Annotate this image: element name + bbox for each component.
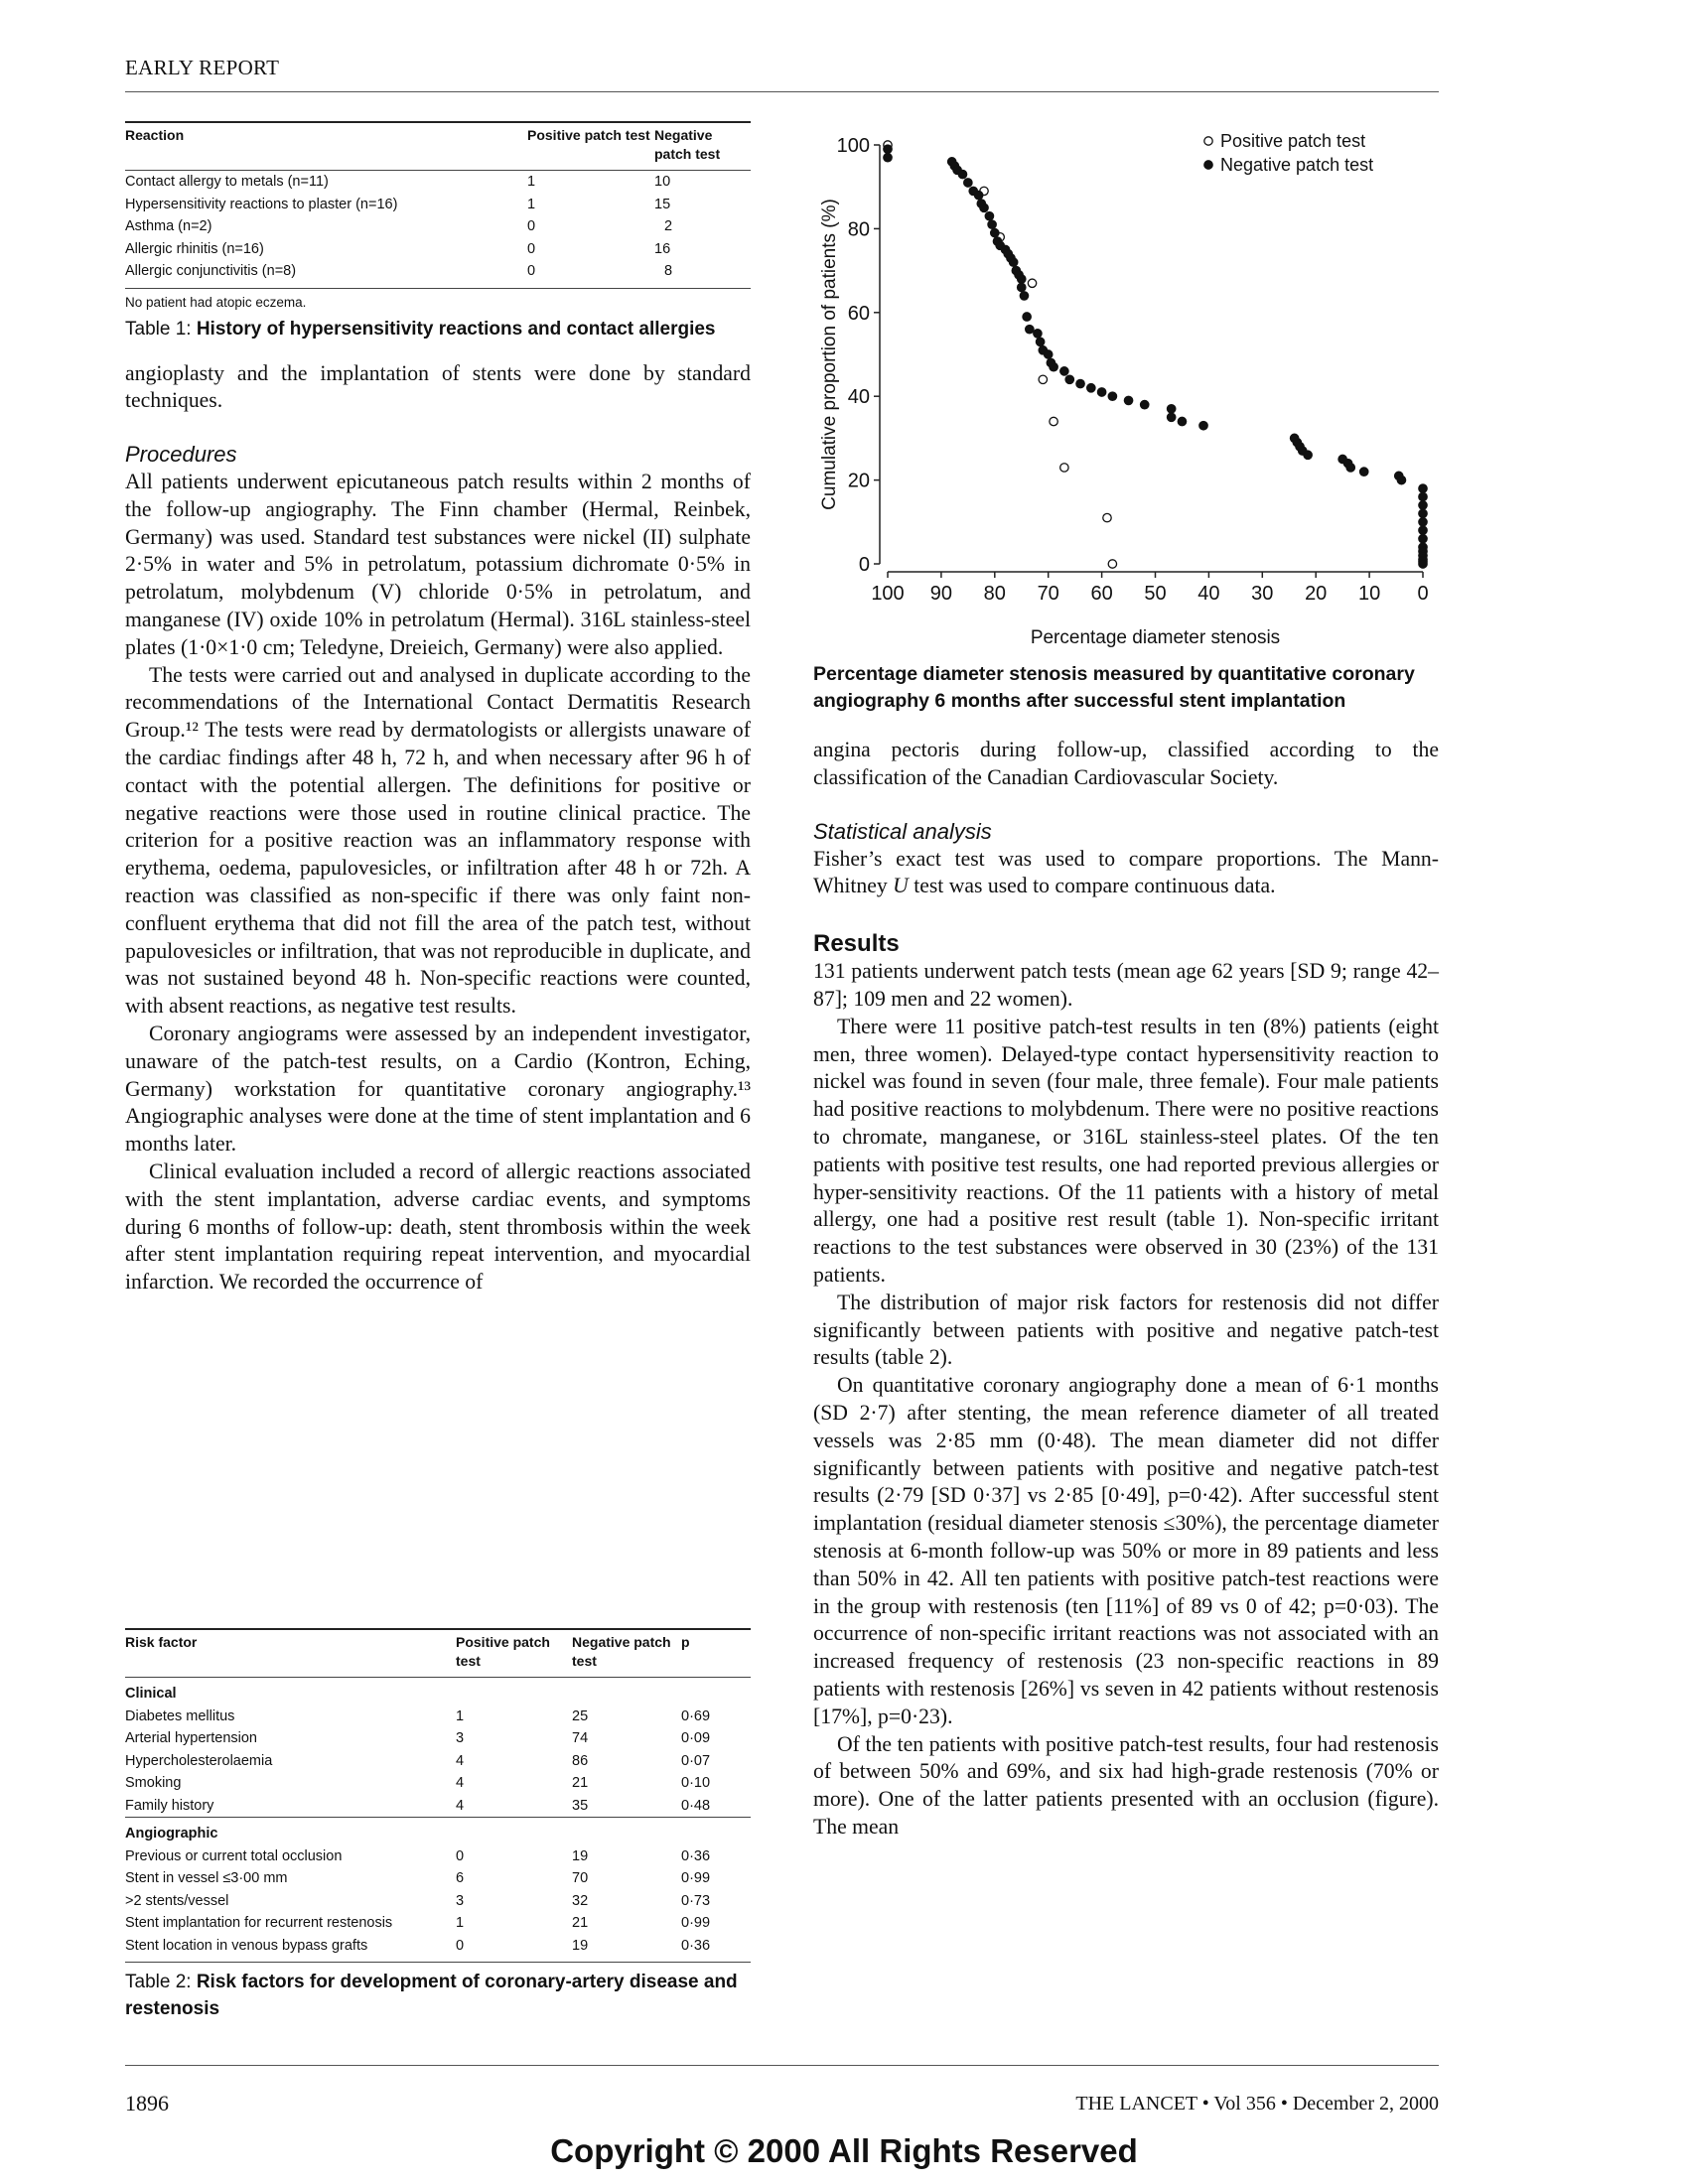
y-tick-label: 100 <box>836 135 870 157</box>
table-cell: Hypercholesterolaemia <box>125 1752 273 1769</box>
legend-label-positive: Positive patch test <box>1220 131 1366 151</box>
table-cell: 0 <box>456 1847 465 1864</box>
table-cell: 1 <box>527 196 536 212</box>
table-cell: 74 <box>572 1730 589 1746</box>
table-2-header-positive: Positive patch test <box>456 1629 572 1678</box>
paragraph: All patients underwent epicutaneous patch results within 2 months of the follow-up angiography. The Finn chamber (Hermal, Reinbek, Germany) was used. Standard test substances were nickel (II) sulphate 2·5% in water and 5% in petrolatum, potassium dichromate 0·5% in petrolatum, molybdenum (V) chloride 0·5% in petrolatum, and manganese (IV) oxide 10% in petrolatum (Hermal). 316L stainless-steel plates (1·0×1·0 cm; Teledyne, Dreieich, Germany) were also applied. <box>125 470 751 659</box>
x-tick-label: 20 <box>1305 583 1328 605</box>
paragraph: The distribution of major risk factors for restenosis did not differ significantly between patients with positive and negative patch-test results (table 2). <box>813 1290 1439 1370</box>
negative-data-point <box>958 170 966 178</box>
table-cell: Stent implantation for recurrent restenosis <box>125 1915 393 1931</box>
paragraph: Clinical evaluation included a record of allergic reactions associated with the stent implantation, adverse cardiac events, and symptoms during 6 months of follow-up: death, stent thrombosis within the week after stent implantation requiring repeat intervention, and myocardial infarction. We recorded the occurrence of <box>125 1160 751 1295</box>
table-2-section-title: Clinical <box>125 1686 177 1702</box>
table-cell: 0·73 <box>681 1892 711 1909</box>
table-2-caption <box>125 1969 751 2022</box>
negative-data-point <box>980 204 988 211</box>
table-cell: Hypersensitivity reactions to plaster (n=16) <box>125 196 398 212</box>
table-1-header-negative: Negative patch test <box>654 122 751 171</box>
negative-data-point <box>974 191 982 199</box>
table-cell: 0·99 <box>681 1870 711 1886</box>
table-row <box>125 260 751 288</box>
table-cell: Asthma (n=2) <box>125 218 212 234</box>
negative-data-point <box>1199 422 1207 430</box>
table-cell: 3 <box>456 1730 465 1746</box>
table-cell: 0 <box>527 240 536 257</box>
legend-label-negative: Negative patch test <box>1220 155 1374 175</box>
x-tick-label: 100 <box>871 583 905 605</box>
table-cell: Stent location in venous bypass grafts <box>125 1935 456 1963</box>
table-cell: 0 <box>456 1935 572 1963</box>
table-cell: 32 <box>572 1892 589 1909</box>
negative-data-point <box>1018 283 1026 291</box>
table-cell: 0·69 <box>681 1707 711 1724</box>
negative-data-point <box>1419 560 1427 568</box>
negative-data-point <box>1036 338 1044 345</box>
negative-data-point <box>1419 492 1427 500</box>
positive-data-point <box>1108 560 1116 568</box>
results-heading: Results <box>813 930 900 958</box>
table-cell: Diabetes mellitus <box>125 1707 235 1724</box>
negative-data-point <box>964 179 972 187</box>
negative-data-point <box>1167 413 1175 421</box>
x-tick-label: 80 <box>983 583 1006 605</box>
y-tick-label: 0 <box>858 554 870 576</box>
table-row <box>125 1912 751 1935</box>
table-2 <box>125 1628 751 2022</box>
table-cell: 25 <box>572 1707 589 1724</box>
stenosis-scatter-chart <box>813 121 1439 657</box>
negative-data-point <box>1087 384 1095 392</box>
table-1-header-positive: Positive patch test <box>527 122 654 171</box>
y-tick-label: 60 <box>847 302 870 325</box>
x-tick-label: 90 <box>929 583 953 605</box>
table-row <box>125 1772 751 1795</box>
x-tick-label: 40 <box>1197 583 1220 605</box>
procedures-heading: Procedures <box>125 442 237 468</box>
negative-data-point <box>884 153 892 161</box>
table-2-header-negative: Negative patch test <box>572 1629 681 1678</box>
table-cell: Allergic conjunctivitis (n=8) <box>125 260 527 288</box>
negative-data-point <box>1419 526 1427 534</box>
table-row <box>125 215 751 238</box>
table-1-caption-label: Table 1: <box>125 318 197 340</box>
table-cell: Previous or current total occlusion <box>125 1847 343 1864</box>
positive-data-point <box>1060 464 1068 472</box>
table-row <box>125 1935 751 1963</box>
table-cell: 70 <box>572 1870 589 1886</box>
table-cell: 0·09 <box>681 1730 711 1746</box>
journal-reference: THE LANCET • Vol 356 • December 2, 2000 <box>1075 2093 1439 2115</box>
negative-data-point <box>1419 501 1427 509</box>
table-row <box>125 1867 751 1890</box>
x-tick-label: 50 <box>1144 583 1167 605</box>
table-row <box>125 1845 751 1868</box>
negative-data-point <box>1045 350 1053 358</box>
positive-data-point <box>1050 417 1057 425</box>
text-run: Fisher’s exact test was used to compare proportions. The Mann-Whitney <box>813 846 1439 898</box>
paragraph: Of the ten patients with positive patch-test results, four had restenosis of between 50% and 69%, and six had high-grade restenosis (70% or more). One of the latter patients presented with an occlusion (figure). The mean <box>813 1731 1439 1839</box>
table-cell: 3 <box>456 1892 465 1909</box>
table-cell: 1 <box>456 1915 465 1931</box>
table-1-caption-text: History of hypersensitivity reactions and contact allergies <box>196 318 716 340</box>
table-cell: 4 <box>456 1775 465 1791</box>
table-row <box>125 238 751 261</box>
negative-data-point <box>1108 392 1116 400</box>
figure-caption: Percentage diameter stenosis measured by quantitative coronary angiography 6 months after successful stent implantation <box>813 663 1415 712</box>
table-cell: 2 <box>664 218 673 234</box>
x-tick-label: 10 <box>1357 583 1381 605</box>
y-axis-label: Cumulative proportion of patients (%) <box>819 199 840 510</box>
table-cell: 1 <box>456 1707 465 1724</box>
table-cell: 8 <box>654 260 751 288</box>
table-cell: Smoking <box>125 1775 182 1791</box>
table-cell: 0·10 <box>681 1775 711 1791</box>
x-tick-label: 60 <box>1090 583 1113 605</box>
y-tick-label: 40 <box>847 386 870 409</box>
negative-data-point <box>1023 313 1031 321</box>
table-cell: Stent in vessel ≤3·00 mm <box>125 1870 288 1886</box>
table-1-header-reaction: Reaction <box>125 122 527 171</box>
table-cell: >2 stents/vessel <box>125 1892 229 1909</box>
negative-data-point <box>1167 405 1175 413</box>
right-column <box>813 121 1439 1842</box>
paragraph: angina pectoris during follow-up, classified according to the classification of the Canadian Cardiovascular Society. <box>813 738 1439 789</box>
table-cell: 21 <box>572 1915 589 1931</box>
negative-data-point <box>1124 396 1132 404</box>
table-2-header-p: p <box>681 1629 751 1678</box>
table-cell: 0·36 <box>681 1847 711 1864</box>
legend-marker-negative <box>1204 161 1212 169</box>
table-cell: 10 <box>654 174 671 190</box>
y-tick-label: 20 <box>847 470 870 492</box>
negative-data-point <box>1346 464 1354 472</box>
positive-data-point <box>1103 513 1111 521</box>
table-cell: 35 <box>572 1797 589 1814</box>
negative-data-point <box>1097 388 1105 396</box>
table-cell: 4 <box>456 1752 465 1769</box>
table-2-section-title: Angiographic <box>125 1818 751 1845</box>
table-cell: 16 <box>654 240 671 257</box>
negative-data-point <box>1009 258 1017 266</box>
table-cell: 19 <box>572 1847 589 1864</box>
table-1-footnote: No patient had atopic eczema. <box>125 294 307 310</box>
negative-data-point <box>1018 275 1026 283</box>
table-row <box>125 194 751 216</box>
negative-data-point <box>884 145 892 153</box>
table-cell: 15 <box>654 196 671 212</box>
x-tick-label: 30 <box>1251 583 1274 605</box>
header-rule <box>125 91 1439 92</box>
table-cell: 1 <box>527 174 536 190</box>
negative-data-point <box>1397 476 1405 483</box>
page-number: 1896 <box>125 2091 169 2116</box>
paragraph: angioplasty and the implantation of stents were done by standard techniques. <box>125 360 751 413</box>
paragraph: On quantitative coronary angiography done a mean of 6·1 months (SD 2·7) after stenting, the mean reference diameter of all treated vessels was 2·85 mm (0·48). The mean diameter did not differ significantly between patients with positive and negative patch-test results (2·79 [SD 0·37] vs 2·85 [0·49], p=0·42). After successful stent implantation (residual diameter stenosis ≤30%), the percentage diameter stenosis at 6-month follow-up was 50% or more in 89 patients and less than 50% in 42. All ten patients with positive patch-test reactions were in the group with restenosis (ten [11%] of 89 vs 0 of 42; p=0·03). The occurrence of non-specific irritant reactions was not associated with an increased frequency of restenosis (23 non-specific reactions in 89 patients with restenosis [26%] vs seven in 42 patients without restenosis [17%], p=0·23). <box>813 1373 1439 1728</box>
table-cell: 0·99 <box>681 1915 711 1931</box>
paragraph: Coronary angiograms were assessed by an independent investigator, unaware of the patch-test results, on a Cardio (Kontron, Eching, Germany) workstation for quantitative coronary angiography.¹³ Angiographic analyses were done at the time of stent implantation and 6 months later. <box>125 1022 751 1157</box>
table-1-grid <box>125 121 751 289</box>
table-cell: Family history <box>125 1797 214 1814</box>
table-cell: Contact allergy to metals (n=11) <box>125 174 329 190</box>
x-tick-label: 70 <box>1037 583 1059 605</box>
negative-data-point <box>1060 367 1068 375</box>
negative-data-point <box>1419 534 1427 542</box>
negative-data-point <box>991 228 999 236</box>
negative-data-point <box>988 220 996 228</box>
table-cell: 0·48 <box>681 1797 711 1814</box>
negative-data-point <box>1419 484 1427 492</box>
negative-data-point <box>1065 375 1073 383</box>
negative-data-point <box>1360 468 1368 476</box>
table-cell: 0 <box>527 260 654 288</box>
table-cell: Arterial hypertension <box>125 1730 257 1746</box>
table-row <box>125 1795 751 1818</box>
text-run-italic: U <box>893 874 909 898</box>
table-2-header-risk: Risk factor <box>125 1629 456 1678</box>
table-cell: 0 <box>527 218 536 234</box>
table-cell: 4 <box>456 1797 465 1814</box>
paragraph: There were 11 positive patch-test results in ten (8%) patients (eight men, three women). Delayed-type contact hypersensitivity reaction to nickel was found in seven (four male, three female). Four male patients had positive reactions to molybdenum. There were no positive reactions to chromate, manganese, or 316L stainless-steel plates. Of the ten patients with positive test results, one had reported previous allergies or hyper-sensitivity reactions. Of the 11 patients with a history of metal allergy, one had a positive rest result (table 1). Non-specific irritant reactions to the test substances were observed in 30 (23%) of the 131 patients. <box>813 1014 1439 1287</box>
table-row <box>125 1890 751 1913</box>
table-row <box>125 1727 751 1750</box>
table-row <box>125 171 751 194</box>
legend-marker-positive <box>1204 137 1212 145</box>
table-cell: 0·36 <box>681 1935 751 1963</box>
footer-rule <box>125 2065 1439 2066</box>
negative-data-point <box>985 212 993 220</box>
negative-data-point <box>1020 292 1028 300</box>
negative-data-point <box>1076 379 1084 387</box>
statistical-analysis-heading: Statistical analysis <box>813 818 992 844</box>
text-run: test was used to compare continuous data. <box>908 874 1276 898</box>
table-2-caption-text: Risk factors for development of coronary-artery disease and restenosis <box>125 1972 738 2019</box>
table-cell: 86 <box>572 1752 589 1769</box>
figure-chart <box>813 121 1439 657</box>
x-tick-label: 0 <box>1417 583 1429 605</box>
table-1-caption <box>125 316 751 342</box>
negative-data-point <box>1178 417 1186 425</box>
positive-data-point <box>1028 279 1036 287</box>
table-2-grid <box>125 1628 751 1963</box>
table-row <box>125 1750 751 1773</box>
negative-data-point <box>1050 362 1057 370</box>
table-2-caption-label: Table 2: <box>125 1972 197 1992</box>
running-head: EARLY REPORT <box>125 56 280 79</box>
positive-data-point <box>1039 375 1047 383</box>
x-axis-label: Percentage diameter stenosis <box>1030 627 1281 648</box>
negative-data-point <box>1141 400 1149 408</box>
y-tick-label: 80 <box>847 218 870 241</box>
paragraph: 131 patients underwent patch tests (mean age 62 years [SD 9; range 42–87]; 109 men and 22 women). <box>813 959 1439 1011</box>
table-cell: Allergic rhinitis (n=16) <box>125 240 264 257</box>
left-column <box>125 121 751 2019</box>
negative-data-point <box>1419 518 1427 526</box>
table-cell: 19 <box>572 1935 681 1963</box>
negative-data-point <box>1304 451 1312 459</box>
paragraph: The tests were carried out and analysed in duplicate according to the recommendations of the International Contact Dermatitis Research Group.¹² The tests were read by dermatologists or allergists unaware of the cardiac findings after 48 h, 72 h, and when necessary after 96 h of contact with the potential allergen. The definitions for positive or negative reactions were those used in routine clinical practice. The criterion for a positive reaction was an inflammatory response with erythema, oedema, papulovesicles, or infiltration after 48 h or 72h. A reaction was classified as non-specific if there was only faint non-confluent erythema that did not fill the area of the patch test, without papulovesicles or infiltration, that was not reproducible in duplicate, and was not sustained beyond 48 h. Non-specific reactions were counted, with absent reactions, as negative test results. <box>125 662 751 1019</box>
table-cell: 6 <box>456 1870 465 1886</box>
negative-data-point <box>1026 325 1034 333</box>
copyright-notice: Copyright © 2000 All Rights Reserved <box>550 2132 1138 2169</box>
table-cell: 0·07 <box>681 1752 711 1769</box>
negative-data-point <box>1034 330 1042 338</box>
negative-data-point <box>1419 509 1427 517</box>
table-row <box>125 1706 751 1728</box>
paragraph <box>813 846 1439 901</box>
table-1 <box>125 121 751 342</box>
table-cell: 21 <box>572 1775 589 1791</box>
